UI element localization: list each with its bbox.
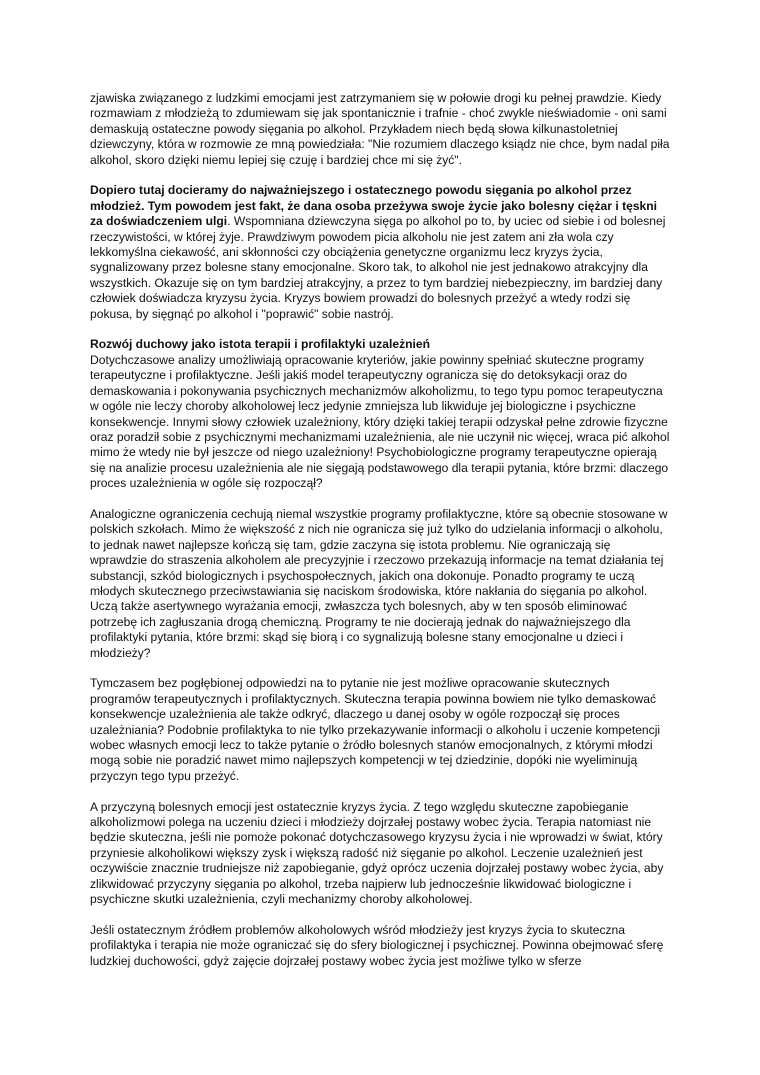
paragraph-4: Analogiczne ograniczenia cechują niemal wszystkie programy profilaktyczne, które są obecnie stosowane w polskich szkołach. Mimo że większość z nich nie ogranicza się już tylko do udzielania informacji o alkoholu, to jednak nawet najlepsze kończą się tam, gdzie zaczyna się istota problemu. Nie ograniczają się wprawdzie do straszenia alkoholem ale precyzyjnie i rzeczowo przekazują informacje na temat działania tej substancji, szkód biologicznych i psychospołecznych, jakich ona dokonuje. Ponadto programy te uczą młodych skutecznego przeciwstawiania się naciskom środowiska, które nakłania do sięgania po alkohol. Uczą także asertywnego wyrażania emocji, zwłaszcza tych bolesnych, aby w ten sposób eliminować potrzebę ich zagłuszania drogą chemiczną. Programy te nie docierają jednak do najważniejszego dla profilaktyki pytania, które brzmi: skąd się biorą i co sygnalizują bolesne stany emocjonalne u dzieci i młodzieży? xyxy=(90,506,668,660)
paragraph-3: Dotychczasowe analizy umożliwiają opracowanie kryteriów, jakie powinny spełniać skuteczne programy terapeutyczne i profilaktyczne. Jeśli jakiś model terapeutyczny ogranicza się do detoksykacji oraz do demaskowania i pokonywania psychicznych mechanizmów alkoholizmu, to tego typu pomoc terapeutyczna w ogóle nie leczy choroby alkoholowej lecz jedynie zmniejsza lub likwiduje jej biologiczne i psychiczne konsekwencje. Innymi słowy człowiek uzależniony, który dzięki takiej terapii odzyskał pełne zdrowie fizyczne oraz poradził sobie z psychicznymi mechanizmami uzależnienia, ale nie uczynił nic więcej, wraca pić alkohol mimo że wtedy nie był jeszcze od niego uzależniony! Psychobiologiczne programy terapeutyczne opierają się na analizie procesu uzależnienia ale nie sięgają podstawowego dla terapii pytania, które brzmi: dlaczego proces uzależnienia w ogóle się rozpoczął? xyxy=(90,352,670,491)
paragraph-1: zjawiska związanego z ludzkimi emocjami jest zatrzymaniem się w połowie drogi ku pełnej prawdzie. Kiedy rozmawiam z młodzieżą to zdumiewam się jak spontanicznie i trafnie - choć zwykle nieświadomie - oni sami demaskują ostateczne powody sięgania po alkohol. Przykładem niech będą słowa kilkunastoletniej dziewczyny, która w rozmowie ze mną powiedziała: "Nie rozumiem dlaczego ksiądz nie chce, bym nadal piła alkohol, skoro dzięki niemu lepiej się czuję i bardziej chce mi się żyć". xyxy=(90,91,670,167)
paragraph-5: Tymczasem bez pogłębionej odpowiedzi na to pytanie nie jest możliwe opracowanie skutecznych programów terapeutycznych i profilaktycznych. Skuteczna terapia powinna bowiem nie tylko demaskować konsekwencje uzależnienia ale także odkryć, dlaczego u danej osoby w ogóle rozpoczął się proces uzależniania? Podobnie profilaktyka to nie tylko przekazywanie informacji o alkoholu i uczenie kompetencji wobec własnych emocji lecz to także pytanie o źródło bolesnych stanów emocjonalnych, z którymi młodzi mogą sobie nie poradzić nawet mimo najlepszych kompetencji w tej dziedzinie, dopóki nie wyeliminują przyczyn tego typu przeżyć. xyxy=(90,676,661,783)
paragraph-2 xyxy=(90,183,670,322)
paragraph-2-bold: Dopiero tutaj docieramy do najważniejszego i ostatecznego powodu sięgania po alkohol przez młodzież. Tym powodem jest fakt, że dana osoba przeżywa swoje życie jako bolesny ciężar i tęskni za doświadczeniem ulgi xyxy=(90,183,658,229)
section-heading: Rozwój duchowy jako istota terapii i profilaktyki uzależnień xyxy=(90,337,431,352)
paragraph-7: Jeśli ostatecznym źródłem problemów alkoholowych wśród młodzieży jest kryzys życia to skuteczna profilaktyka i terapia nie może ograniczać się do sfery biologicznej i psychicznej. Powinna obejmować sferę ludzkiej duchowości, gdyż zajęcie dojrzałej postawy wobec życia jest możliwe tylko w sferze xyxy=(90,922,664,968)
paragraph-6: A przyczyną bolesnych emocji jest ostatecznie kryzys życia. Z tego względu skuteczne zapobieganie alkoholizmowi polega na uczeniu dzieci i młodzieży dojrzałej postawy wobec życia. Terapia natomiast nie będzie skuteczna, jeśli nie pomoże pokonać dotychczasowego kryzysu życia i nie wprowadzi w świat, który przyniesie alkoholikowi większy zysk i większą radość niż sięganie po alkohol. Leczenie uzależnień jest oczywiście znacznie trudniejsze niż zapobieganie, gdyż oprócz uczenia dojrzałej postawy wobec życia, aby zlikwidować przyczyny sięgania po alkohol, trzeba najpierw lub jednocześnie likwidować biologiczne i psychiczne skutki uzależnienia, czyli mechanizmy choroby alkoholowej. xyxy=(90,799,664,907)
document-page xyxy=(90,91,670,984)
paragraph-2-text: . Wspomniana dziewczyna sięga po alkohol po to, by uciec od siebie i od bolesnej rzeczywistości, w której żyje. Prawdziwym powodem picia alkoholu nie jest zatem ani zła wola czy lekkomyślna ciekawość, ani skłonności czy obciążenia genetyczne organizmu lecz kryzys życia, sygnalizowany przez bolesne stany emocjonalne. Skoro tak, to alkohol nie jest jednakowo atrakcyjny dla wszystkich. Okazuje się on tym bardziej atrakcyjny, a przez to tym bardziej niebezpieczny, im bardziej dany człowiek doświadcza kryzysu życia. Kryzys bowiem prowadzi do bolesnych przeżyć a wtedy rodzi się pokusa, by sięgnąć po alkohol i "poprawić" sobie nastrój. xyxy=(90,214,666,321)
section-block xyxy=(90,337,670,491)
